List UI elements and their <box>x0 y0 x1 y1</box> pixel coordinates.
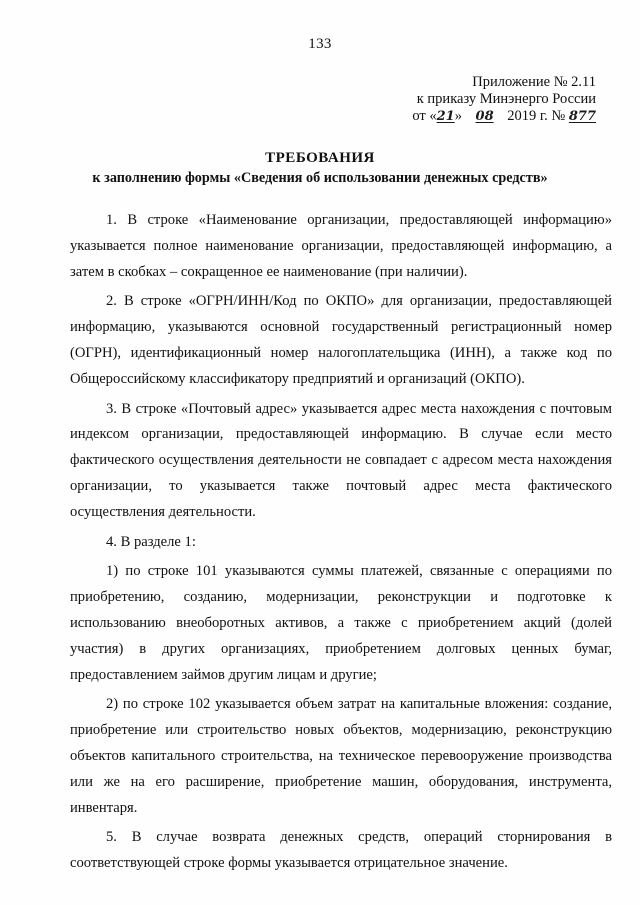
appendix-line-3 <box>396 108 596 125</box>
order-day-handwritten: 21 <box>436 109 455 124</box>
document-subtitle: к заполнению формы «Сведения об использовании денежных средств» <box>92 170 548 186</box>
order-date-prefix: от « <box>412 108 437 124</box>
order-date-quote-close: » <box>454 108 462 124</box>
paragraph-2: 2. В строке «ОГРН/ИНН/Код по ОКПО» для организации, предоставляющей информацию, указываются основной государственный регистрационный номер (ОГРН), идентификационный номер налогоплательщика (ИНН), а также код по Общероссийскому классификатору предприятий и организаций (ОКПО). <box>70 293 612 387</box>
page-number: 133 <box>308 36 332 52</box>
document-body <box>70 208 612 877</box>
appendix-header <box>396 74 596 125</box>
paragraph-5: 5. В случае возврата денежных средств, операций сторнирования в соответствующей строке формы указывается отрицательное значение. <box>70 829 612 872</box>
order-number-handwritten: 877 <box>568 109 596 124</box>
order-year-label: 2019 г. № <box>507 108 566 124</box>
document-title: ТРЕБОВАНИЯ <box>265 150 375 166</box>
paragraph-4-item-1: 1) по строке 101 указываются суммы платежей, связанные с операциями по приобретению, созданию, модернизации, реконструкции и подготовке к использованию внеоборотных активов, а также с приобретением акций (долей участия) в других организациях, приобретением долговых ценных бумаг, предоставлением займов другим лицам и другие; <box>70 563 612 683</box>
paragraph-4: 4. В разделе 1: <box>106 533 196 550</box>
paragraph-4-item-2: 2) по строке 102 указывается объем затрат на капитальные вложения: создание, приобретение или строительство новых объектов, модернизацию, реконструкцию объектов капитального строительства, на техническое перевооружение производства или же на его расширение, приобретение машин, оборудования, инструмента, инвентаря. <box>70 696 612 816</box>
appendix-line-1: Приложение № 2.11 <box>472 74 596 90</box>
paragraph-3: 3. В строке «Почтовый адрес» указывается адрес места нахождения с почтовым индексом организации, предоставляющей информацию. В случае если место фактического осуществления деятельности не совпадает с адресом места нахождения организации, то указывается также почтовый адрес места фактического осуществления деятельности. <box>70 400 612 520</box>
paragraph-1: 1. В строке «Наименование организации, предоставляющей информацию» указывается полное наименование организации, предоставляющей информацию, а затем в скобках – сокращенное ее наименование (при наличии). <box>70 212 612 280</box>
appendix-line-2: к приказу Минэнерго России <box>416 91 596 107</box>
order-month-handwritten: 08 <box>475 109 494 124</box>
